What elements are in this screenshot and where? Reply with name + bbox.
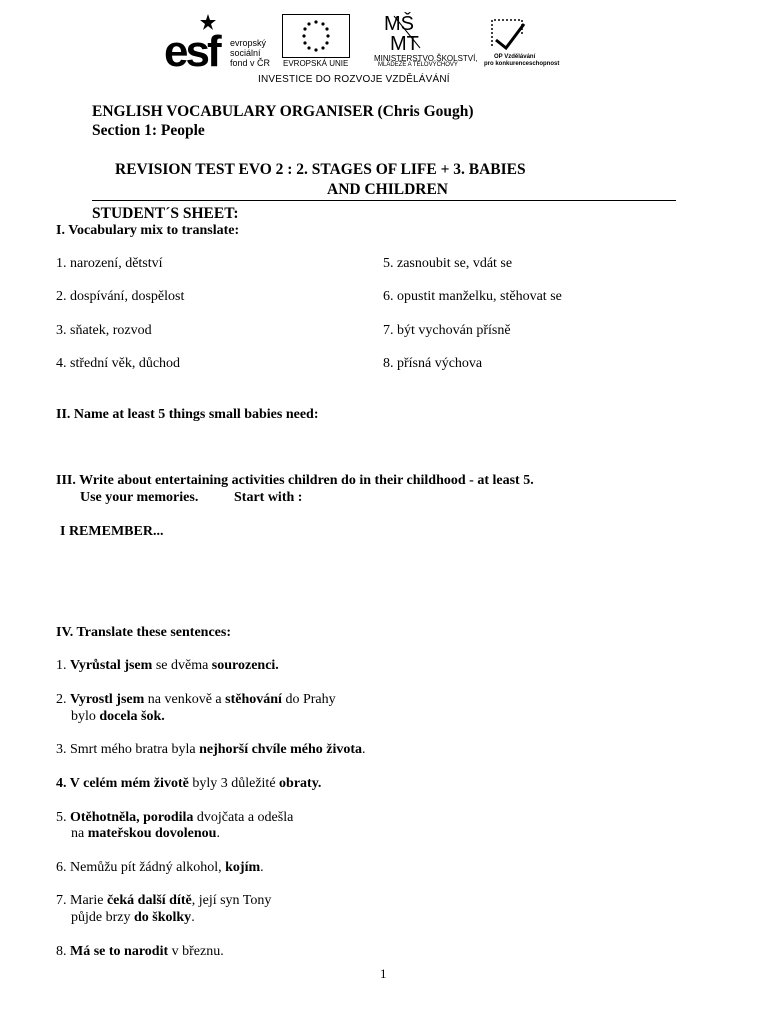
part3-heading-line1: III. Write about entertaining activities children do in their childhood - at least 5. <box>56 473 534 488</box>
svg-text:MT: MT <box>390 33 419 52</box>
vocab-item: 4. střední věk, důchod <box>56 356 181 371</box>
part1-heading: I. Vocabulary mix to translate: <box>56 223 240 238</box>
revision-title-line1: REVISION TEST EVO 2 : 2. STAGES OF LIFE + 3. BABIES <box>115 161 526 178</box>
remember-prompt: I REMEMBER... <box>60 524 164 539</box>
sentence-8 <box>56 944 224 960</box>
text: . <box>260 860 264 875</box>
phrase: 4. V celém mém životě <box>56 776 189 791</box>
phrase: čeká další dítě <box>106 893 192 908</box>
esf-line: sociální <box>230 48 261 58</box>
text: dvojčata a odešla <box>193 810 294 825</box>
phrase: Vyrostl jsem <box>70 692 145 707</box>
part3-heading-line2a: Use your memories. <box>80 490 199 505</box>
sentence-2 <box>56 692 336 708</box>
svg-text:esf: esf <box>164 27 219 70</box>
phrase: kojím <box>225 860 261 875</box>
sentence-3 <box>56 742 366 758</box>
sentence-5-cont <box>71 826 220 842</box>
text: se dvěma <box>152 658 212 673</box>
esf-line: evropský <box>230 38 267 48</box>
part3-heading-line2b: Start with : <box>234 490 303 505</box>
logo-bar <box>148 0 558 88</box>
sentence-num: 5. <box>56 810 70 825</box>
eu-label: EVROPSKÁ UNIE <box>283 59 349 68</box>
eu-logo <box>282 14 350 58</box>
phrase: Má se to narodit <box>70 944 169 959</box>
text: půjde brzy <box>71 910 134 925</box>
text: 3. Smrt mého bratra byla <box>56 742 200 757</box>
text: , její syn Tony <box>191 893 272 908</box>
text: . <box>362 742 366 757</box>
msmt-mark-icon <box>380 12 440 52</box>
vocab-item: 7. být vychován přísně <box>383 323 511 338</box>
sentence-num: 1. <box>56 658 70 673</box>
phrase: sourozenci. <box>211 658 279 673</box>
text: v březnu. <box>168 944 224 959</box>
esf-mark-icon <box>164 12 226 70</box>
header-divider <box>92 200 676 201</box>
sentence-7 <box>56 893 271 909</box>
phrase: Otěhotněla, porodila <box>70 810 194 825</box>
op-line2: pro konkurenceschopnost <box>484 61 560 67</box>
text: bylo <box>71 709 100 724</box>
phrase: nejhorší chvíle mého života <box>199 742 362 757</box>
op-logo <box>486 14 530 52</box>
op-line1: OP Vzdělávání <box>494 54 536 60</box>
student-sheet-label: STUDENT´S SHEET: <box>92 205 239 222</box>
vocab-item: 3. sňatek, rozvod <box>56 323 152 338</box>
text: 6. Nemůžu pít žádný alkohol, <box>56 860 226 875</box>
part4-heading: IV. Translate these sentences: <box>56 625 231 640</box>
svg-text:MŠ: MŠ <box>384 13 414 35</box>
page-number: 1 <box>380 966 387 981</box>
sentence-5 <box>56 810 293 826</box>
sentence-num: 8. <box>56 944 70 959</box>
text: . <box>216 826 220 841</box>
eu-stars-icon <box>283 15 349 57</box>
text: na venkově a <box>144 692 226 707</box>
sentence-2-cont <box>71 709 165 725</box>
text: 7. Marie <box>56 893 107 908</box>
phrase: stěhování <box>225 692 282 707</box>
phrase: mateřskou dovolenou <box>87 826 217 841</box>
vocab-item: 5. zasnoubit se, vdát se <box>383 256 513 271</box>
phrase: obraty. <box>279 776 322 791</box>
sentence-7-cont <box>71 910 195 926</box>
vocab-item: 1. narození, dětství <box>56 256 163 271</box>
phrase: do školky <box>133 910 192 925</box>
revision-title-line2: AND CHILDREN <box>327 181 448 198</box>
esf-logo <box>164 12 226 70</box>
vocab-item: 6. opustit manželku, stěhovat se <box>383 289 562 304</box>
sentence-6 <box>56 860 264 876</box>
document-title: ENGLISH VOCABULARY ORGANISER (Chris Gough) <box>92 103 474 120</box>
vocab-item: 8. přísná výchova <box>383 356 483 371</box>
text: byly 3 důležité <box>188 776 280 791</box>
msmt-line1: MINISTERSTVO ŠKOLSTVÍ, <box>374 54 478 63</box>
text: do Prahy <box>281 692 336 707</box>
investice-label: INVESTICE DO ROZVOJE VZDĚLÁVÁNÍ <box>258 74 450 85</box>
phrase: docela šok. <box>99 709 165 724</box>
msmt-line2: MLÁDEŽE A TĚLOVÝCHOVY <box>378 62 458 68</box>
text: na <box>71 826 88 841</box>
sentence-1 <box>56 658 279 674</box>
phrase: Vyrůstal jsem <box>70 658 153 673</box>
sentence-num: 2. <box>56 692 70 707</box>
sentence-4 <box>56 776 321 792</box>
text: . <box>191 910 195 925</box>
op-mark-icon <box>486 14 530 52</box>
msmt-logo <box>380 12 440 52</box>
esf-line: fond v ČR <box>230 58 271 68</box>
section-label: Section 1: People <box>92 122 205 139</box>
part2-heading: II. Name at least 5 things small babies need: <box>56 407 319 422</box>
vocab-item: 2. dospívání, dospělost <box>56 289 185 304</box>
